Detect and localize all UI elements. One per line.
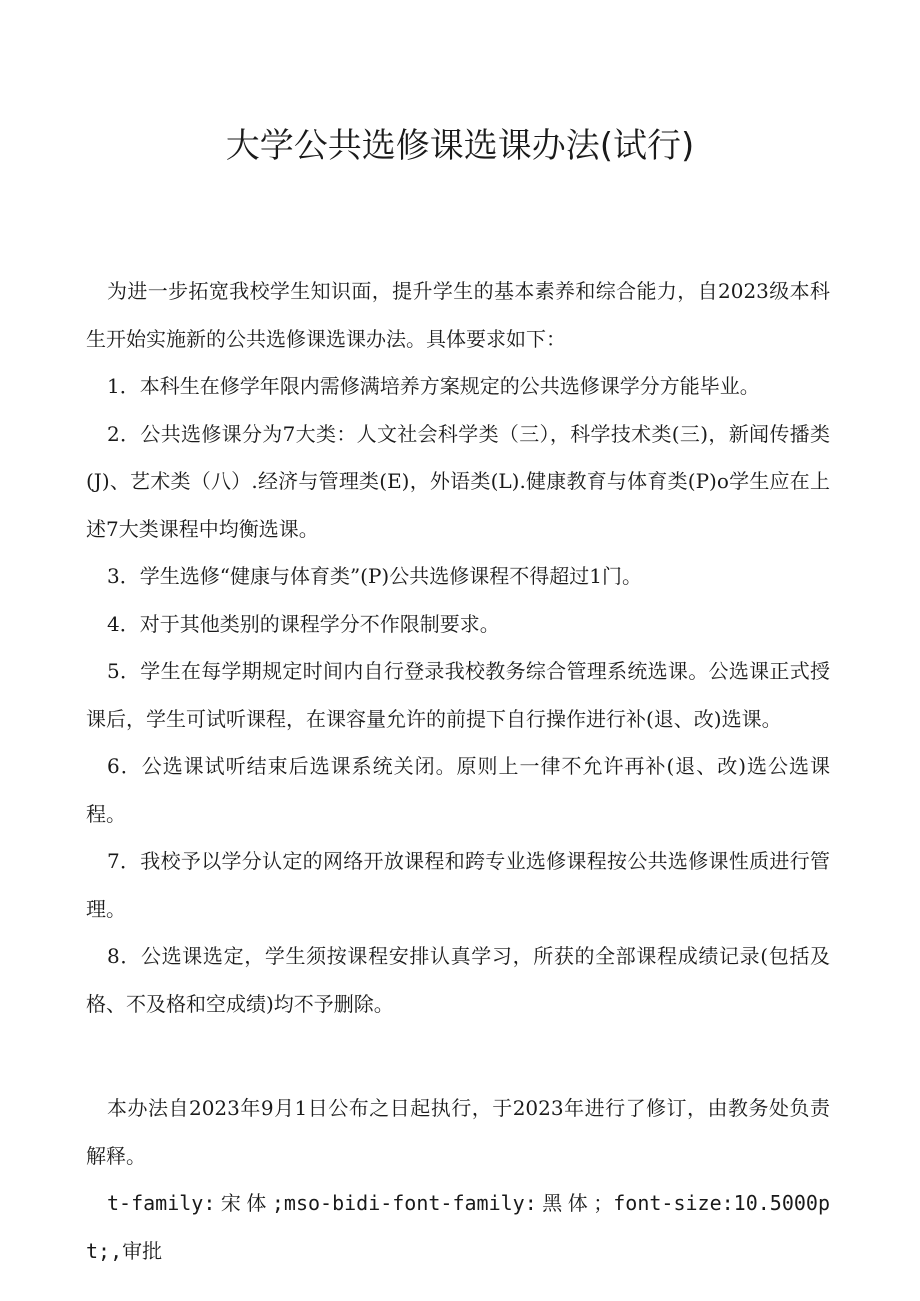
rule-item-1: 1．本科生在修学年限内需修满培养方案规定的公共选修课学分方能毕业。 (107, 374, 760, 398)
document-body (86, 268, 830, 1275)
intro-paragraph: 为进一步拓宽我校学生知识面，提升学生的基本素养和综合能力，自2023级本科生开始实施新的公共选修课选课办法。具体要求如下： (86, 279, 830, 351)
rule-item-8: 8．公选课选定，学生须按课程安排认真学习，所获的全部课程成绩记录(包括及格、不及格和空成绩)均不予删除。 (86, 944, 830, 1016)
paragraph-spacer (86, 1028, 830, 1085)
document-title: 大学公共选修课选课办法(试行) (225, 126, 695, 166)
rule-item-5: 5．学生在每学期规定时间内自行登录我校教务综合管理系统选课。公选课正式授课后，学生可试听课程，在课容量允许的前提下自行操作进行补(退、改)选课。 (86, 659, 830, 731)
rule-item-4: 4．对于其他类别的课程学分不作限制要求。 (107, 611, 500, 636)
effective-statement: 本办法自2023年9月1日公布之日起执行，于2023年进行了修订，由教务处负责解释。 (86, 1096, 830, 1168)
rule-item-7: 7．我校予以学分认定的网络开放课程和跨专业选修课程按公共选修课性质进行管理。 (86, 849, 830, 921)
rule-item-3: 3．学生选修“健康与体育类”(P)公共选修课程不得超过1门。 (107, 564, 642, 588)
rule-item-2: 2．公共选修课分为7大类：人文社会科学类（三），科学技术类(三)，新闻传播类(J)、艺术类（八）.经济与管理类(E)，外语类(L).健康教育与体育类(P)o学生应在上述7大类课程中均衡选课。 (86, 421, 830, 541)
rule-item-6: 6．公选课试听结束后选课系统关闭。原则上一律不允许再补(退、改)选公选课程。 (86, 754, 830, 826)
stray-style-text: t-family:宋体;mso-bidi-font-family:黑体；font-size:10.5000pt;,审批 (86, 1191, 830, 1263)
